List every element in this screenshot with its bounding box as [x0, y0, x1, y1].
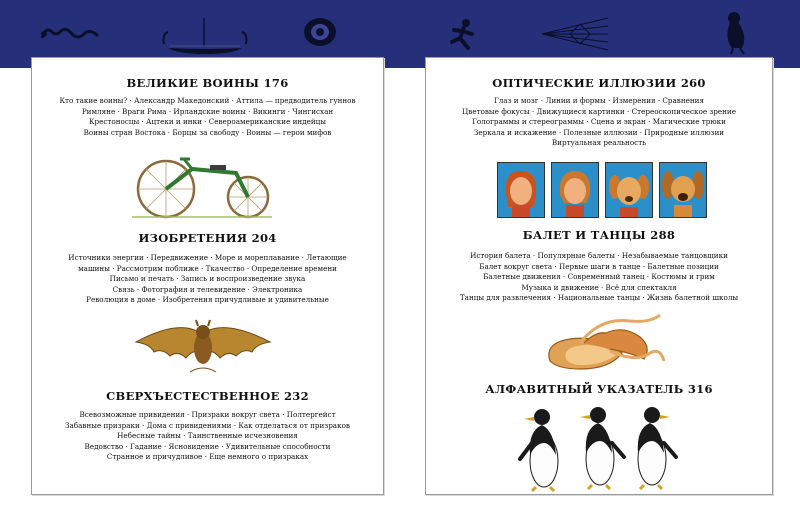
ballet-shoes-icon: [540, 313, 666, 375]
section-line: Глаз и мозг · Линии и формы · Измерения · Сравнения: [493, 96, 705, 105]
face-dog2-icon: [659, 162, 707, 218]
section-line: машины · Рассмотрим поближе · Ткачество · Определение времени: [78, 263, 337, 273]
section-body-illusions: [432, 96, 766, 149]
section-line: Революция в доме · Изобретения причудливые и удивительные: [86, 295, 329, 305]
section-title-index: АЛФАВИТНЫЙ УКАЗАТЕЛЬ 316: [485, 382, 713, 396]
perspective-grid-icon: [540, 14, 610, 54]
morphing-faces-icon: [497, 162, 707, 218]
face-girl-icon: [497, 162, 545, 218]
viking-ship-icon: [160, 14, 250, 58]
section-line: Кто такие воины? · Александр Македонский · Аттила — предводитель гуннов: [59, 96, 356, 105]
section-line: Воины стран Востока · Борцы за свободу · Воины — герои мифов: [83, 127, 332, 137]
bat-icon: [130, 316, 275, 374]
book-gutter: [383, 68, 424, 530]
running-figure-icon: [448, 18, 478, 50]
section-line: Голограммы и стереограммы · Сцена и экран · Магические трюки: [472, 117, 726, 127]
section-line: Всевозможные привидения · Призраки вокруг света · Полтергейст: [79, 410, 336, 419]
section-line: Крестоносцы · Ацтеки и инки · Североамериканские индейцы: [88, 117, 327, 127]
left-page: [31, 57, 384, 495]
section-body-warriors: [38, 96, 377, 138]
section-line: Зеркала и искажение · Полезные иллюзии · Природные иллюзии: [473, 127, 725, 137]
section-line: Музыка и движение · Всё для спектакля: [521, 282, 677, 292]
section-line: Странное и причудливое · Еще немного о призраках: [106, 452, 309, 462]
section-line: Ведовство · Гадание · Ясновидение · Удивительные способности: [84, 441, 331, 451]
right-page: [425, 57, 773, 495]
penguin-icon: [520, 409, 558, 491]
bird-figure-icon: [722, 10, 752, 56]
face-girl2-icon: [551, 162, 599, 218]
section-line: Небесные тайны · Таинственные исчезновения: [117, 431, 298, 441]
section-title-illusions: ОПТИЧЕСКИЕ ИЛЛЮЗИИ 260: [492, 76, 706, 90]
bicycle-icon: [132, 155, 272, 219]
section-line: Балетные движения · Современный танец · Костюмы и грим: [483, 272, 715, 282]
section-line: Балет вокруг света · Первые шаги в танце · Балетные позиции: [479, 261, 719, 271]
section-title-inventions: ИЗОБРЕТЕНИЯ 204: [138, 231, 277, 245]
section-line: Виртуальная реальность: [551, 138, 647, 148]
section-line: Цветовые фокусы · Движущиеся картинки · Стереоскопическое зрение: [462, 106, 736, 116]
sea-serpent-icon: [40, 22, 100, 44]
section-line: Связь · Фотография и телевидение · Электроника: [112, 284, 303, 294]
section-title-warriors: ВЕЛИКИЕ ВОИНЫ 176: [126, 76, 289, 90]
section-title-supernatural: СВЕРХЪЕСТЕСТВЕННОЕ 232: [106, 389, 309, 403]
penguins-icon: [506, 403, 686, 493]
section-title-ballet: БАЛЕТ И ТАНЦЫ 288: [522, 228, 676, 242]
section-body-inventions: [38, 253, 377, 306]
section-line: История балета · Популярные балеты · Незабываемые танцовщики: [470, 251, 728, 260]
penguin-icon: [580, 407, 624, 489]
section-body-supernatural: [38, 410, 377, 463]
section-line: Письмо и печать · Запись и воспроизведение звука: [109, 274, 306, 284]
section-line: Забавные призраки · Дома с привидениями · Как отделаться от призраков: [65, 420, 350, 430]
section-line: Источники энергии · Передвижение · Море и мореплавание · Летающие: [68, 253, 347, 262]
section-line: Танцы для развлечения · Национальные танцы · Жизнь балетной школы: [459, 293, 739, 303]
section-body-ballet: [432, 251, 766, 304]
penguin-icon: [638, 407, 676, 489]
ornament-icon: [300, 14, 340, 50]
section-line: Римляне · Враги Рима · Ирландские воины · Викинги · Чингисхан: [81, 106, 334, 116]
face-dog-icon: [605, 162, 653, 218]
